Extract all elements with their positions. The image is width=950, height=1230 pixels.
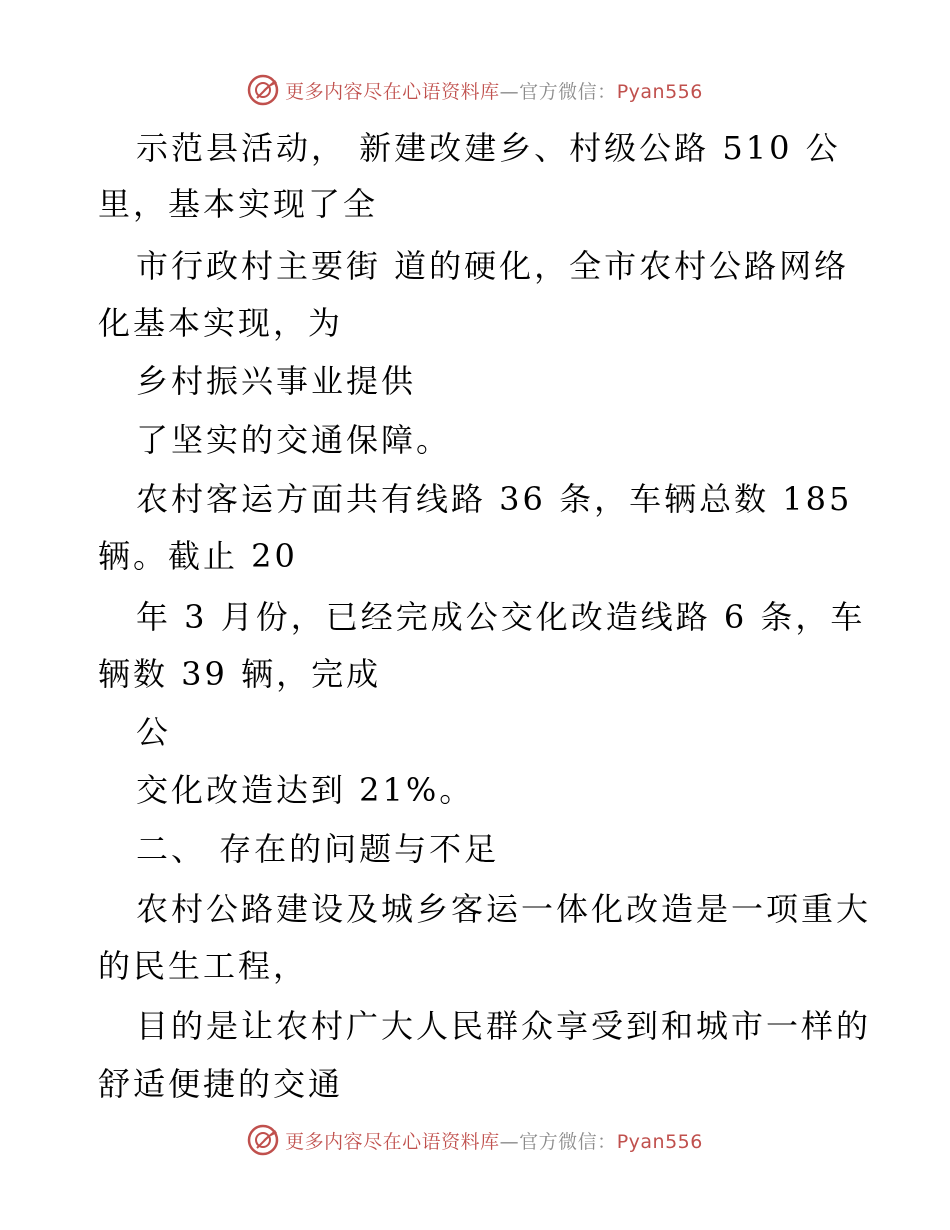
body-line: 交化改造达到 21%。 [136, 771, 475, 809]
body-line: 辆。截止 20 [98, 537, 298, 575]
footer-text [285, 1127, 703, 1154]
body-line: 乡村振兴事业提供 [136, 362, 417, 400]
footer-handle: Pyan556 [616, 1130, 703, 1153]
body-line: 农村公路建设及城乡客运一体化改造是一项重大 [136, 890, 872, 928]
section-heading: 二、 存在的问题与不足 [136, 830, 500, 868]
pen-nib-circle-icon [247, 74, 279, 106]
body-line: 目的是让农村广大人民群众享受到和城市一样的 [136, 1007, 872, 1045]
header-text [285, 77, 703, 104]
body-line: 舒适便捷的交通 [98, 1065, 344, 1103]
body-line: 市行政村主要街 道的硬化，全市农村公路网络 [136, 247, 850, 285]
footer-banner [0, 1122, 950, 1158]
body-line: 化基本实现，为 [98, 304, 344, 342]
body-line: 公 [136, 713, 172, 751]
body-line: 辆数 39 辆，完成 [98, 655, 382, 693]
footer-brand: 更多内容尽在心语资料库 [285, 1130, 500, 1153]
footer-wechat-label: 官方微信： [519, 1130, 617, 1153]
header-handle: Pyan556 [616, 80, 703, 103]
header-banner [0, 72, 950, 108]
body-line: 年 3 月份，已经完成公交化改造线路 6 条，车 [136, 598, 866, 636]
body-line: 了坚实的交通保障。 [136, 421, 452, 459]
header-dash: — [499, 80, 520, 103]
header-wechat-label: 官方微信： [519, 80, 617, 103]
body-line: 的民生工程， [98, 947, 309, 985]
header-brand: 更多内容尽在心语资料库 [285, 80, 500, 103]
body-line: 示范县活动， 新建改建乡、村级公路 510 公 [136, 129, 841, 167]
body-line: 农村客运方面共有线路 36 条，车辆总数 185 [136, 480, 853, 518]
pen-nib-circle-icon [247, 1124, 279, 1156]
footer-dash: — [499, 1130, 520, 1153]
body-line: 里，基本实现了全 [98, 185, 379, 223]
